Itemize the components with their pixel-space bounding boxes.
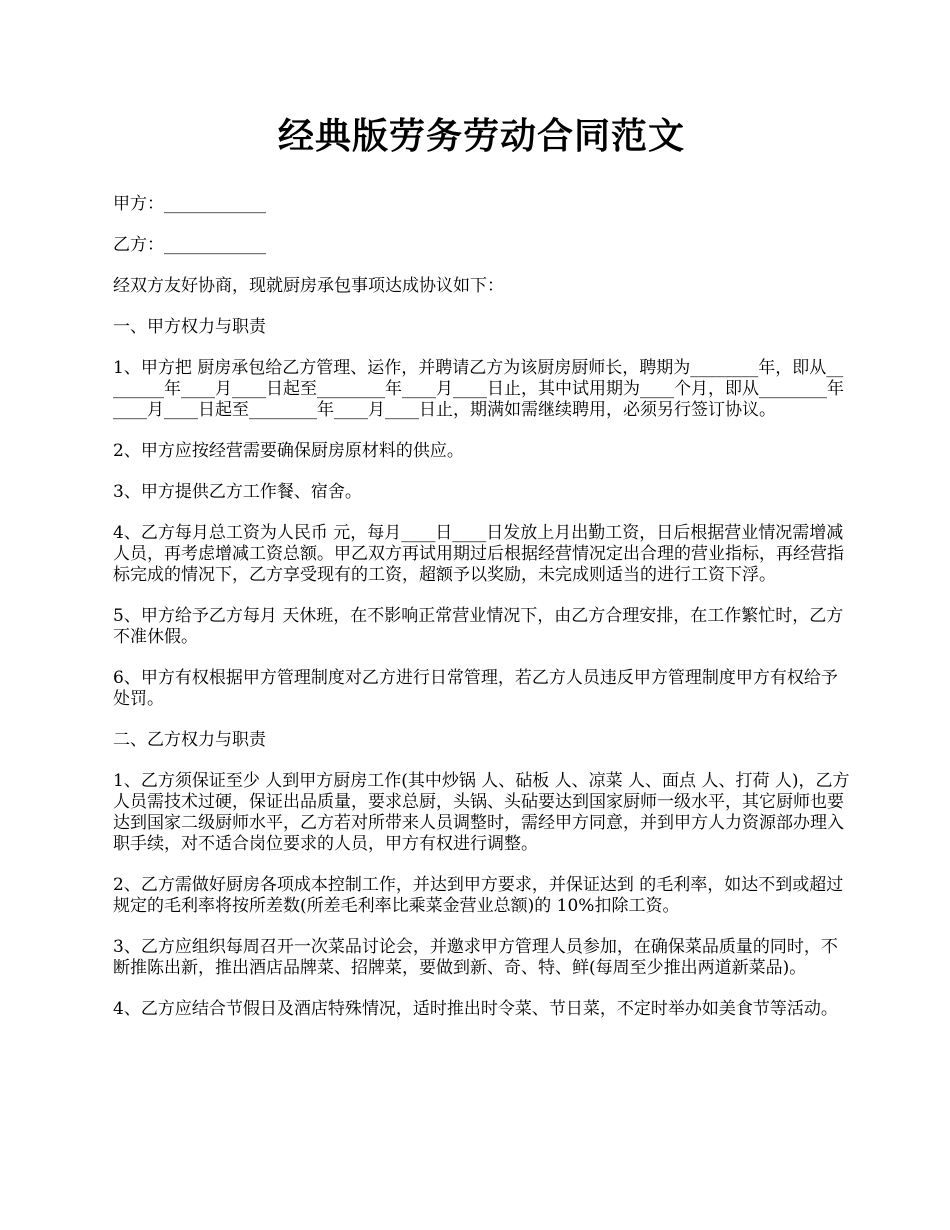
party-b-clause-3: 3、乙方应组织每周召开一次菜品讨论会，并邀求甲方管理人员参加，在确保菜品质量的同时，不断推陈出新，推出酒店品牌菜、招牌菜，要做到新、奇、特、鲜(每周至少推出两道新菜品)。: [113, 937, 838, 978]
party-b-clause-1: 1、乙方须保证至少 人到甲方厨房工作(其中炒锅 人、砧板 人、凉菜 人、面点 人、打荷 人)，乙方人员需技术过硬，保证出品质量，要求总厨，头锅、头砧要达到国家厨师一级水平，其它厨师也要达到国家二级厨师水平，乙方若对所带来人员调整时，需经甲方同意，并到甲方人力资源部办理入职手续，对不适合岗位要求的人员，甲方有权进行调整。: [113, 771, 850, 854]
section-heading-party-a: 一、甲方权力与职责: [113, 317, 266, 337]
party-a-clause-4: 4、乙方每月总工资为人民币 元，每月____日____日发放上月出勤工资，日后根据营业情况需增减人员，再考虑增减工资总额。甲乙双方再试用期过后根据经营情况定出合理的营业指标，再经营指标完成的情况下，乙方享受现有的工资，超额予以奖励，未完成则适当的进行工资下浮。: [113, 523, 844, 585]
document-title: 经典版劳务劳动合同范文: [277, 115, 685, 157]
intro-paragraph: 经双方友好协商，现就厨房承包事项达成协议如下：: [113, 276, 504, 296]
party-a-line: 甲方：____________: [113, 194, 266, 214]
party-a-clause-3: 3、甲方提供乙方工作餐、宿舍。: [113, 482, 362, 502]
section-heading-party-b: 二、乙方权力与职责: [113, 730, 266, 750]
party-b-clause-2: 2、乙方需做好厨房各项成本控制工作，并达到甲方要求，并保证达到 的毛利率，如达不到或超过规定的毛利率将按所差数(所差毛利率比乘菜金营业总额)的 10%扣除工资。: [113, 875, 844, 916]
party-b-line: 乙方：____________: [113, 235, 266, 255]
party-b-clause-4: 4、乙方应结合节假日及酒店特殊情况，适时推出时令菜、节日菜，不定时举办如美食节等活动。: [113, 999, 838, 1019]
party-a-clause-5: 5、甲方给予乙方每月 天休班，在不影响正常营业情况下，由乙方合理安排，在工作繁忙时，乙方不准休假。: [113, 606, 844, 647]
party-a-clause-6: 6、甲方有权根据甲方管理制度对乙方进行日常管理，若乙方人员违反甲方管理制度甲方有权给予处罚。: [113, 668, 838, 709]
party-a-clause-1: 1、甲方把 厨房承包给乙方管理、运作，并聘请乙方为该厨房厨师长，聘期为________年，即从________年____月____日起至________年____月____日止，其中试用期为____个月，即从________年____月____日起至________年____月____日止，期满如需继续聘用，必须另行签订协议。: [113, 358, 844, 420]
party-a-clause-2: 2、甲方应按经营需要确保厨房原材料的供应。: [113, 441, 464, 461]
